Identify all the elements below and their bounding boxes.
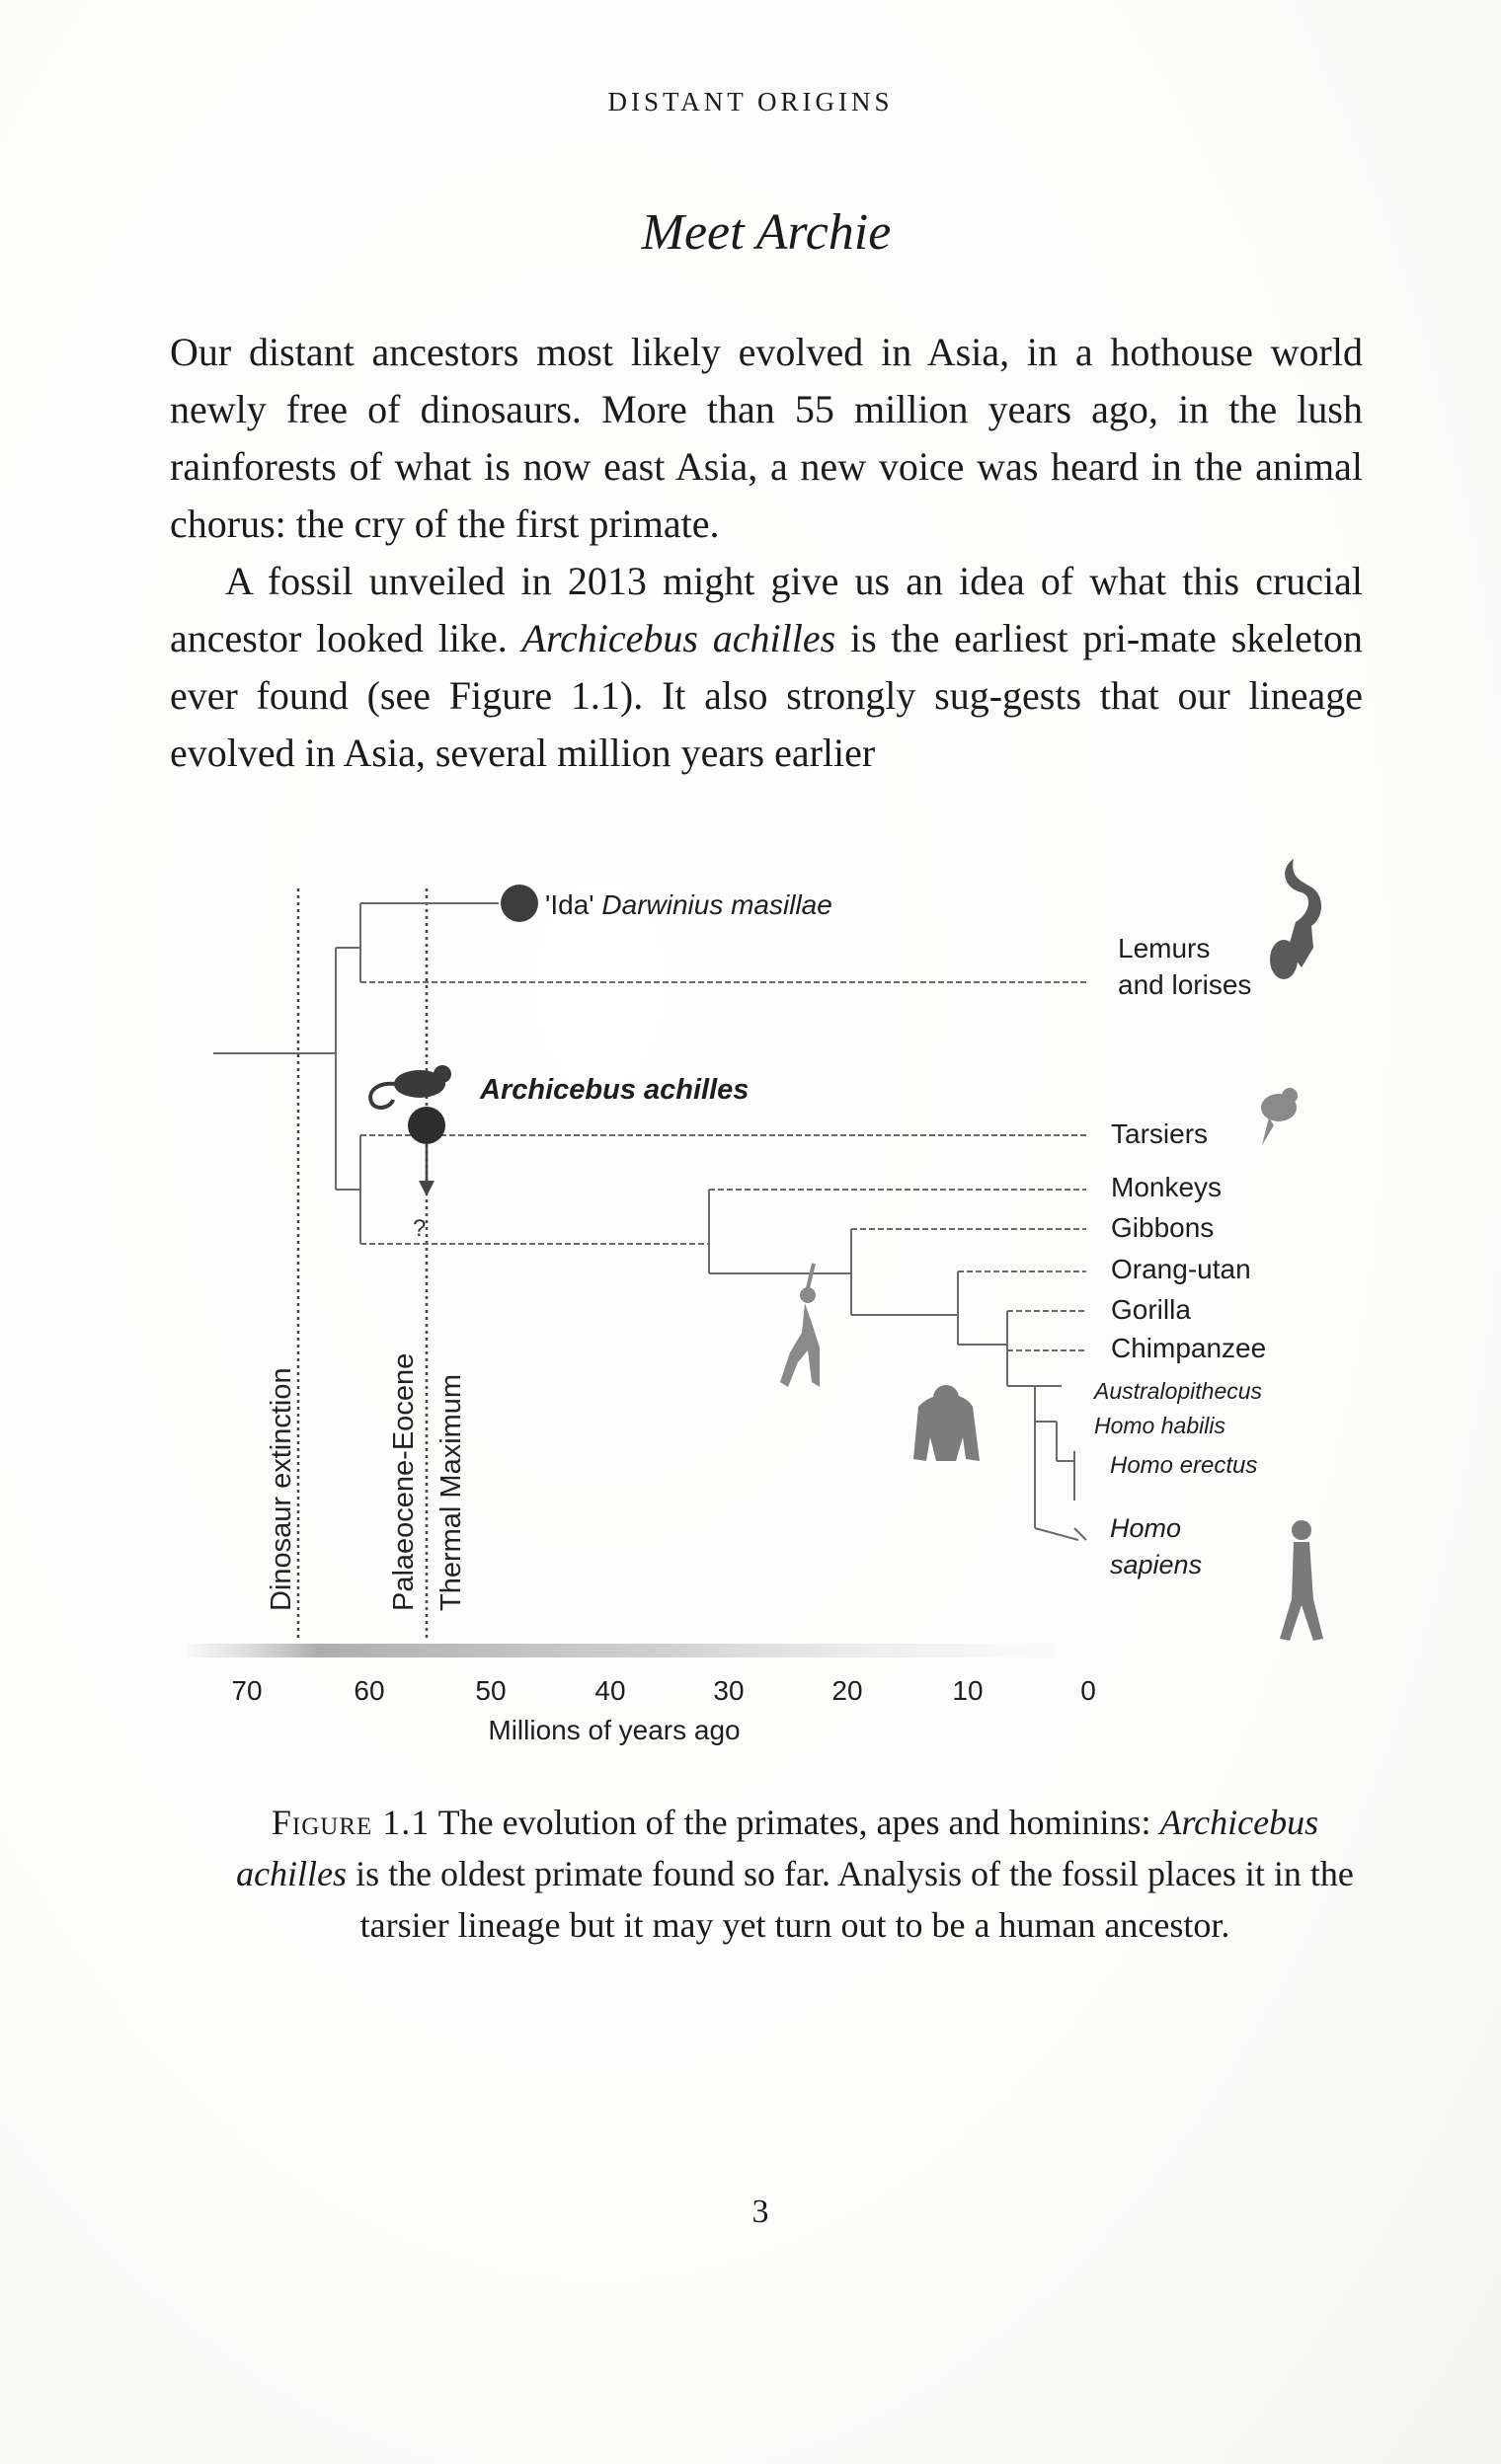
lemur-icon — [1270, 859, 1321, 979]
caption-label: Figure 1.1 — [271, 1803, 431, 1842]
event-label-thermal-maximum: Thermal Maximum — [435, 1373, 467, 1611]
archicebus-icon — [370, 1065, 451, 1108]
caption-run: The evolution of the primates, apes and hominins: — [430, 1803, 1160, 1842]
lineage-label-australopithecus: Australopithecus — [1094, 1378, 1263, 1404]
lineage-label-lemurs: and lorises — [1118, 969, 1252, 1000]
page-number: 3 — [751, 2194, 769, 2230]
archicebus-fossil-marker — [408, 1107, 445, 1144]
lineage-label-gibbons: Gibbons — [1111, 1212, 1215, 1243]
paragraph — [170, 324, 1363, 553]
x-tick-label: 0 — [1080, 1675, 1096, 1706]
text-run: A fossil unveiled in 2013 might give us an idea of what this crucial ancestor looked like. — [170, 559, 1363, 660]
figure-caption — [227, 1797, 1363, 1951]
lineage-label-chimpanzee: Chimpanzee — [1111, 1333, 1267, 1363]
lineage-label-sapiens: sapiens — [1110, 1550, 1203, 1579]
fossil-label-archicebus: Archicebus achilles — [480, 1074, 750, 1106]
running-head: DISTANT ORIGINS — [607, 87, 894, 116]
body-text — [170, 324, 1363, 782]
archicebus-arrowhead — [419, 1181, 434, 1196]
question-mark: ? — [413, 1215, 427, 1242]
fossil-label-ida: 'Ida' Darwinius masillae — [545, 889, 832, 920]
ida-fossil-marker — [501, 885, 538, 922]
caption-run: is the oldest primate found so far. Analysis of the fossil places it in the tarsier lineage but it may yet turn out to be a human ancestor. — [347, 1854, 1354, 1945]
event-label-dinosaur-extinction: Dinosaur extinction — [266, 1367, 297, 1611]
section-title: Meet Archie — [641, 204, 892, 261]
gibbon-icon — [780, 1264, 820, 1387]
lineage-label-tarsiers: Tarsiers — [1111, 1118, 1209, 1149]
lineage-label-habilis: Homo habilis — [1094, 1413, 1225, 1438]
x-axis-ticks — [231, 1675, 1095, 1706]
lineage-label-monkeys: Monkeys — [1111, 1172, 1223, 1202]
x-tick-label: 30 — [713, 1675, 745, 1706]
lineage-labels — [1092, 933, 1266, 1579]
text-run: Our distant ancestors most likely evolved in Asia, in a hothouse world newly free of dinosaurs. More than 55 million years ago, in the lush rainforests of what is now east Asia, a new voice was heard in the animal chorus: the cry of the first primate. — [170, 330, 1363, 546]
x-axis-label: Millions of years ago — [488, 1715, 741, 1745]
species-name: Archicebus achilles — [521, 616, 836, 660]
x-tick-label: 60 — [354, 1675, 385, 1706]
event-label-palaeocene-eocene: Palaeocene-Eocene — [388, 1352, 420, 1611]
time-axis-bar — [188, 1644, 1057, 1657]
human-icon — [1280, 1520, 1323, 1641]
tarsier-icon — [1261, 1088, 1298, 1145]
phylogeny-tree — [0, 849, 1501, 1777]
text-run: is the earliest pri-mate skeleton ever found (see Figure 1.1). It also strongly sug-gests that our lineage evolved in Asia, several million years earlier — [170, 616, 1364, 775]
x-tick-label: 20 — [831, 1675, 863, 1706]
lineage-label-lemurs: Lemurs — [1118, 933, 1211, 963]
x-tick-label: 70 — [231, 1675, 263, 1706]
lineage-label-orangutan: Orang-utan — [1111, 1254, 1251, 1284]
x-tick-label: 40 — [594, 1675, 626, 1706]
paragraph — [170, 553, 1363, 782]
phylogeny-figure — [0, 849, 1501, 1777]
lineage-label-erectus: Homo erectus — [1110, 1452, 1258, 1479]
gorilla-icon — [913, 1385, 980, 1461]
lineage-label-sapiens: Homo — [1110, 1513, 1182, 1543]
x-tick-label: 50 — [475, 1675, 507, 1706]
lineage-label-gorilla: Gorilla — [1111, 1294, 1191, 1325]
caption-species: Archicebus achilles — [236, 1803, 1319, 1893]
x-tick-label: 10 — [952, 1675, 984, 1706]
